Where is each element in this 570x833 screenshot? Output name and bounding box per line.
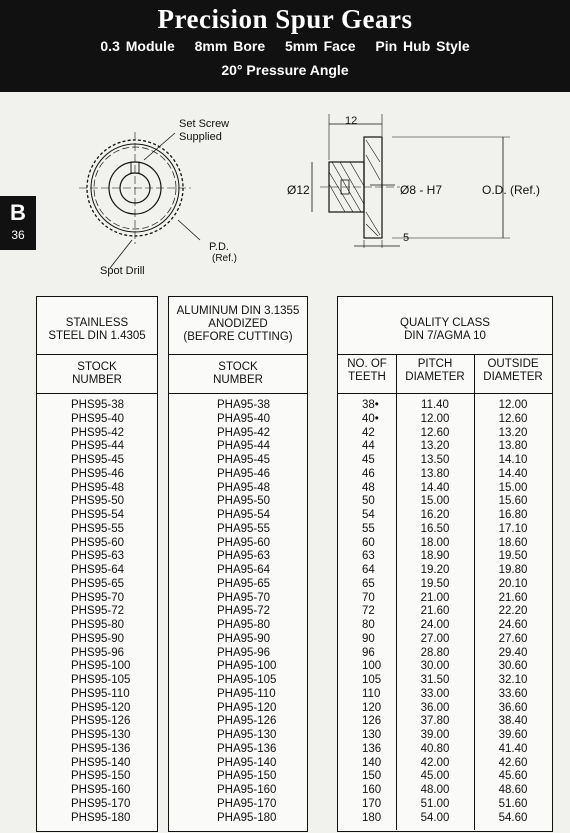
- aluminum-stock-number: PHA95-126: [217, 715, 277, 728]
- aluminum-stock-number: PHA95-90: [217, 632, 271, 645]
- aluminum-stock-number: PHA95-100: [217, 660, 277, 673]
- teeth-count: 96: [362, 646, 375, 659]
- pitch-diameter-list: [396, 399, 474, 825]
- pitch-diameter-value: 33.00: [420, 687, 450, 700]
- outside-diameter-value: 20.10: [498, 577, 528, 590]
- aluminum-stock-number: PHA95-45: [217, 454, 271, 466]
- aluminum-stock-number: PHA95-72: [217, 605, 271, 618]
- teeth-count: 126: [362, 715, 382, 728]
- outside-diameter-value: 12.60: [498, 412, 528, 425]
- pitch-diameter-value: 21.60: [420, 605, 450, 618]
- spec-bore: 8mm Bore: [194, 38, 266, 54]
- outside-diameter-value: 33.60: [498, 687, 528, 700]
- set-screw-label: Set Screw: [179, 118, 230, 130]
- teeth-count: 160: [362, 784, 382, 796]
- pitch-diameter-value: 54.00: [420, 811, 450, 824]
- pitch-diameter-value: 18.00: [420, 536, 450, 549]
- pitch-diameter-value: 15.00: [420, 495, 450, 508]
- spec-face: 5mm Face: [285, 38, 356, 54]
- stainless-stock-number: PHS95-72: [71, 605, 125, 618]
- aluminum-stock-number: PHA95-55: [217, 522, 271, 535]
- outside-diameter-value: 12.00: [498, 399, 528, 411]
- teeth-count: 120: [362, 701, 382, 714]
- pressure-angle: 20° Pressure Angle: [221, 62, 349, 78]
- outside-diameter-value: 45.60: [498, 770, 528, 783]
- spec-hub-style: Pin Hub Style: [375, 38, 470, 54]
- aluminum-stock-number: PHA95-160: [217, 784, 277, 796]
- stainless-stock-number: PHS95-126: [71, 715, 131, 728]
- outside-diameter-value: 51.60: [498, 797, 528, 810]
- quality-table: [337, 296, 553, 832]
- stainless-stock-number: PHS95-48: [71, 481, 125, 494]
- gear-front-view: [79, 132, 191, 244]
- outside-diameter-value: 17.10: [498, 522, 528, 535]
- aluminum-stock-number: PHA95-150: [217, 770, 277, 783]
- hub-diameter-dim: Ø12: [287, 183, 310, 197]
- teeth-count: 38•: [362, 399, 379, 411]
- page-header: [0, 0, 570, 92]
- outside-diameter-value: 16.80: [498, 509, 528, 521]
- aluminum-stock-number: PHA95-136: [217, 742, 277, 755]
- teeth-count: 46: [362, 467, 375, 480]
- outside-diameter-value: 54.60: [498, 811, 528, 824]
- aluminum-stock-number: PHA95-60: [217, 536, 271, 549]
- pitch-diameter-value: 11.40: [421, 399, 449, 411]
- teeth-count: 45: [362, 454, 375, 466]
- stainless-stock-number: PHS95-80: [71, 619, 125, 631]
- stainless-stock-number: PHS95-136: [71, 742, 131, 755]
- stainless-stock-number: PHS95-55: [71, 522, 125, 535]
- outside-diameter-value: 13.20: [498, 426, 528, 439]
- teeth-list: [362, 399, 381, 825]
- outside-diameter-list: [474, 399, 552, 825]
- set-screw-supplied-label: Supplied: [179, 131, 222, 143]
- stainless-stock-number: PHS95-150: [71, 770, 131, 783]
- stainless-stock-number: PHS95-105: [71, 674, 131, 686]
- pitch-diameter-value: 48.00: [420, 784, 450, 796]
- teeth-count: 50: [362, 495, 375, 508]
- pitch-diameter-value: 13.50: [420, 454, 450, 466]
- aluminum-stock-number: PHA95-105: [217, 674, 277, 686]
- stainless-stock-number: PHS95-160: [71, 784, 131, 796]
- outside-diameter-value: 13.80: [498, 440, 528, 453]
- aluminum-stock-number: PHA95-46: [217, 467, 271, 480]
- aluminum-stock-number: PHA95-54: [217, 509, 271, 521]
- aluminum-material-title: ALUMINUM DIN 3.1355 ANODIZED (BEFORE CUTTING): [176, 305, 300, 343]
- teeth-count: 60: [362, 536, 375, 549]
- stainless-stock-number: PHS95-90: [71, 632, 125, 645]
- outside-diameter-value: 24.60: [498, 619, 528, 631]
- page-number: 36: [11, 228, 25, 242]
- outside-diameter-value: 14.40: [498, 467, 528, 480]
- aluminum-stock-number: PHA95-110: [217, 687, 276, 700]
- outside-diameter-header: OUTSIDE DIAMETER: [483, 358, 543, 383]
- aluminum-stock-number: PHA95-50: [217, 495, 271, 508]
- teeth-header: NO. OF TEETH: [347, 358, 387, 383]
- aluminum-stock-number: PHA95-44: [217, 440, 271, 453]
- pitch-diameter-header: PITCH DIAMETER: [405, 358, 465, 383]
- teeth-count: 100: [362, 660, 382, 673]
- teeth-count: 44: [362, 440, 375, 453]
- aluminum-stock-list: [217, 399, 276, 825]
- pitch-diameter-value: 13.80: [420, 467, 450, 480]
- aluminum-stock-header: STOCK NUMBER: [213, 361, 263, 386]
- quality-class-title: QUALITY CLASS DIN 7/AGMA 10: [400, 317, 490, 342]
- outside-diameter-value: 30.60: [498, 660, 528, 673]
- stainless-table: [36, 296, 158, 832]
- pitch-diameter-value: 36.00: [420, 701, 450, 714]
- aluminum-stock-number: PHA95-130: [217, 729, 277, 741]
- teeth-count: 54: [362, 509, 375, 521]
- aluminum-stock-number: PHA95-42: [217, 426, 271, 439]
- bore-dim: Ø8 - H7: [400, 183, 443, 197]
- teeth-count: 80: [362, 619, 375, 631]
- stainless-stock-number: PHS95-63: [71, 550, 125, 563]
- pitch-diameter-value: 39.00: [420, 729, 450, 741]
- pitch-diameter-value: 16.50: [420, 522, 450, 535]
- pitch-diameter-value: 12.00: [420, 412, 450, 425]
- outside-diameter-value: 19.80: [498, 564, 528, 576]
- aluminum-stock-number: PHA95-64: [217, 564, 271, 576]
- pitch-diameter-value: 28.80: [420, 646, 450, 659]
- stainless-stock-number: PHS95-130: [71, 729, 131, 741]
- pitch-diameter-value: 16.20: [420, 509, 450, 521]
- teeth-count: 105: [362, 674, 382, 686]
- stainless-stock-number: PHS95-60: [71, 536, 125, 549]
- pitch-diameter-ref: (Ref.): [212, 253, 237, 264]
- aluminum-stock-number: PHA95-65: [217, 577, 271, 590]
- spec-line: [0, 38, 570, 54]
- stainless-stock-number: PHS95-110: [71, 687, 130, 700]
- pitch-diameter-value: 40.80: [420, 742, 450, 755]
- stainless-stock-number: PHS95-100: [71, 660, 131, 673]
- outside-diameter-value: 15.60: [498, 495, 528, 508]
- stainless-stock-number: PHS95-38: [71, 399, 125, 411]
- stainless-stock-number: PHS95-44: [71, 440, 125, 453]
- teeth-count: 55: [362, 522, 375, 535]
- outside-diameter-value: 36.60: [498, 701, 528, 714]
- pitch-diameter-label: P.D.: [209, 241, 229, 253]
- page-title: Precision Spur Gears: [157, 4, 413, 34]
- pitch-diameter-value: 37.80: [420, 715, 450, 728]
- outside-diameter-value: 32.10: [498, 674, 528, 686]
- teeth-count: 72: [362, 605, 375, 618]
- stainless-stock-number: PHS95-42: [71, 426, 125, 439]
- stainless-stock-number: PHS95-120: [71, 701, 131, 714]
- stainless-stock-number: PHS95-170: [71, 797, 131, 810]
- stainless-stock-number: PHS95-65: [71, 577, 125, 590]
- pitch-diameter-value: 27.00: [420, 632, 450, 645]
- outside-diameter-value: 18.60: [498, 536, 528, 549]
- teeth-count: 42: [362, 426, 375, 439]
- outside-diameter-value: 14.10: [498, 454, 528, 466]
- outside-diameter-value: 22.20: [498, 605, 528, 618]
- section-letter: B: [10, 200, 26, 225]
- stainless-stock-number: PHS95-54: [71, 509, 125, 521]
- outside-diameter-value: 42.60: [498, 756, 528, 769]
- outside-diameter-value: 21.60: [498, 591, 528, 604]
- pitch-diameter-value: 12.60: [420, 426, 450, 439]
- outside-diameter-value: 39.60: [498, 729, 528, 741]
- stainless-stock-number: PHS95-46: [71, 467, 125, 480]
- aluminum-stock-number: PHA95-40: [217, 412, 271, 425]
- aluminum-stock-number: PHA95-63: [217, 550, 271, 563]
- aluminum-stock-number: PHA95-170: [217, 797, 277, 810]
- aluminum-stock-number: PHA95-80: [217, 619, 271, 631]
- aluminum-stock-number: PHA95-180: [217, 811, 277, 824]
- outside-diameter-value: 48.60: [498, 784, 528, 796]
- stainless-stock-number: PHS95-70: [71, 591, 125, 604]
- teeth-count: 130: [362, 729, 382, 741]
- pitch-diameter-value: 45.00: [420, 770, 450, 783]
- stainless-material-title: STAINLESS STEEL DIN 1.4305: [48, 317, 146, 342]
- pitch-diameter-value: 24.00: [420, 619, 450, 631]
- gear-side-view: [312, 114, 510, 248]
- teeth-count: 70: [362, 591, 375, 604]
- teeth-count: 136: [362, 742, 382, 755]
- teeth-count: 140: [362, 756, 382, 769]
- aluminum-stock-number: PHA95-38: [217, 399, 271, 411]
- pitch-diameter-value: 18.90: [420, 550, 450, 563]
- stainless-stock-number: PHS95-64: [71, 564, 125, 576]
- teeth-count: 63: [362, 550, 375, 563]
- teeth-count: 150: [362, 770, 382, 783]
- stainless-stock-number: PHS95-180: [71, 811, 131, 824]
- teeth-count: 48: [362, 481, 375, 494]
- teeth-count: 180: [362, 811, 382, 824]
- outside-diameter-value: 27.60: [498, 632, 528, 645]
- spec-module: 0.3 Module: [100, 38, 175, 54]
- pitch-diameter-value: 21.00: [420, 591, 450, 604]
- pitch-diameter-value: 13.20: [420, 440, 450, 453]
- teeth-count: 110: [362, 687, 381, 700]
- outside-diameter-value: 29.40: [498, 646, 528, 659]
- stainless-stock-list: [71, 399, 130, 825]
- aluminum-stock-number: PHA95-120: [217, 701, 277, 714]
- section-tab: [0, 196, 36, 250]
- teeth-count: 40•: [362, 412, 379, 425]
- outside-diameter-value: 19.50: [498, 550, 528, 563]
- stainless-stock-number: PHS95-45: [71, 454, 125, 466]
- stainless-stock-number: PHS95-40: [71, 412, 125, 425]
- pitch-diameter-value: 14.40: [420, 481, 450, 494]
- pitch-diameter-value: 51.00: [420, 797, 450, 810]
- teeth-count: 170: [362, 797, 382, 810]
- spot-drill-label: Spot Drill: [100, 265, 145, 277]
- aluminum-stock-number: PHA95-70: [217, 591, 271, 604]
- stainless-stock-number: PHS95-140: [71, 756, 131, 769]
- hub-length-dim: 12: [345, 115, 358, 127]
- outside-diameter-value: 41.40: [498, 742, 528, 755]
- stainless-stock-header: STOCK NUMBER: [72, 361, 122, 386]
- pitch-diameter-value: 19.50: [420, 577, 450, 590]
- outside-diameter-value: 15.00: [498, 481, 528, 494]
- teeth-count: 65: [362, 577, 375, 590]
- aluminum-table: [168, 296, 308, 832]
- teeth-count: 90: [362, 632, 375, 645]
- aluminum-stock-number: PHA95-48: [217, 481, 271, 494]
- outside-diameter-dim: O.D. (Ref.): [482, 183, 541, 197]
- pitch-diameter-value: 19.20: [420, 564, 450, 576]
- stainless-stock-number: PHS95-50: [71, 495, 125, 508]
- outside-diameter-value: 38.40: [498, 715, 528, 728]
- face-width-dim: 5: [403, 232, 410, 244]
- aluminum-stock-number: PHA95-96: [217, 646, 271, 659]
- aluminum-stock-number: PHA95-140: [217, 756, 277, 769]
- pitch-diameter-value: 42.00: [420, 756, 450, 769]
- stainless-stock-number: PHS95-96: [71, 646, 125, 659]
- pitch-diameter-value: 30.00: [420, 660, 450, 673]
- pitch-diameter-value: 31.50: [420, 674, 450, 686]
- teeth-count: 64: [362, 564, 375, 576]
